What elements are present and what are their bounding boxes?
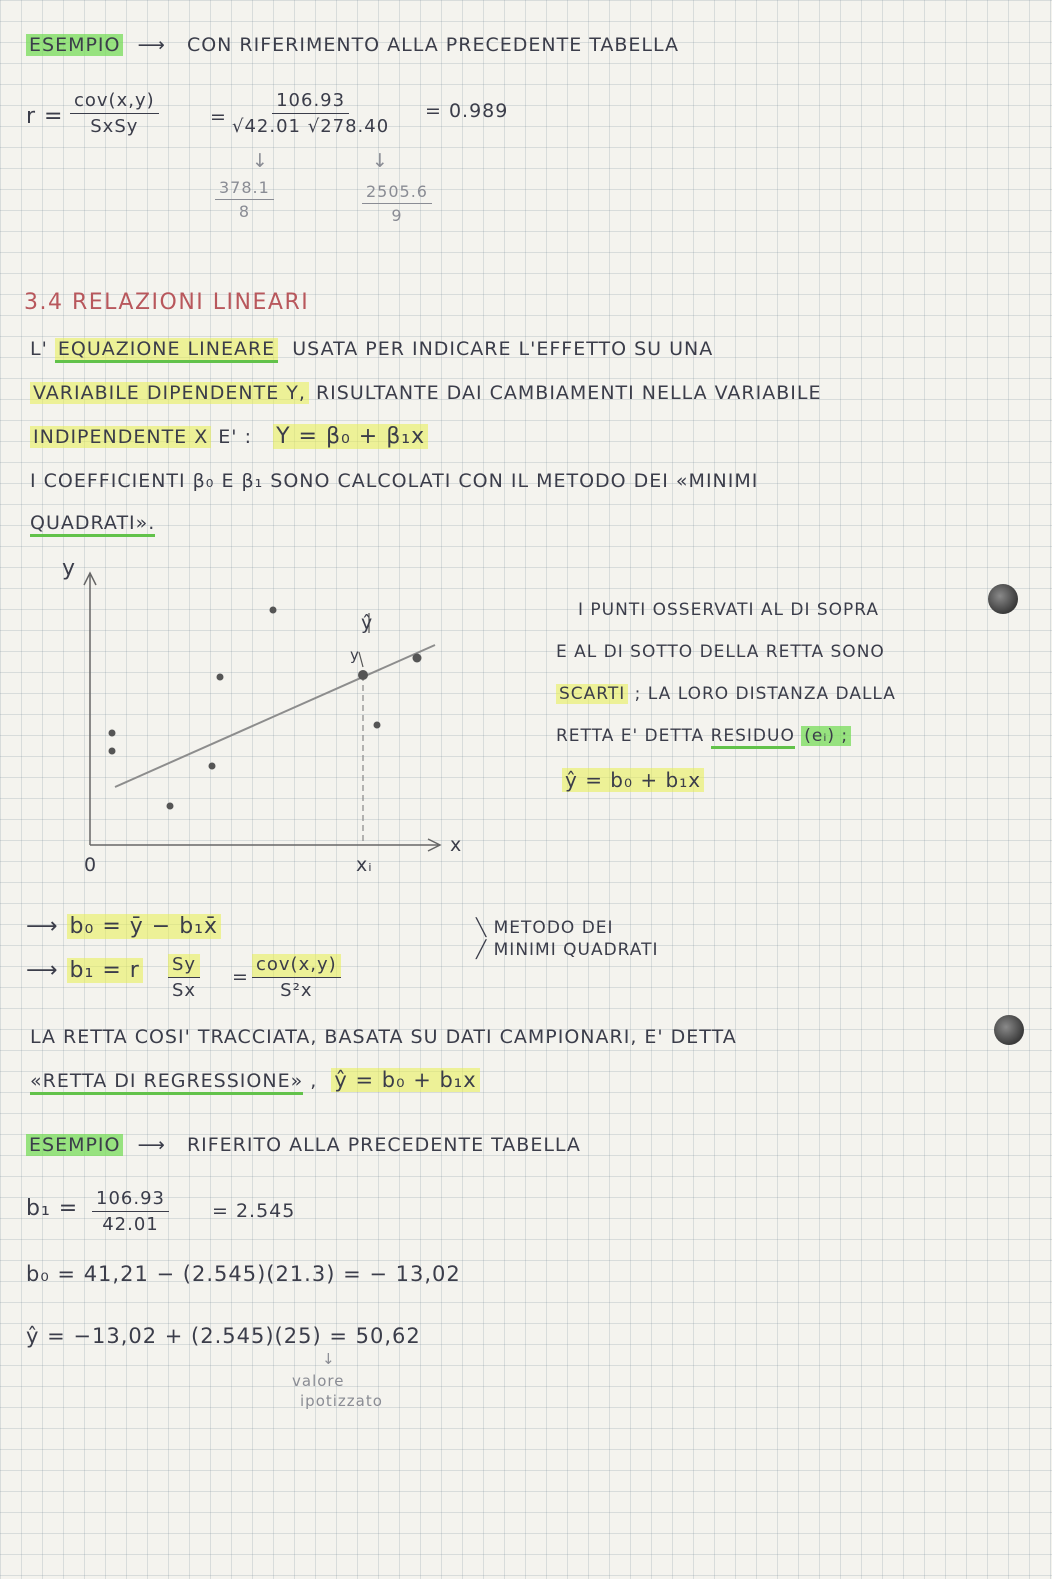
example1-line bbox=[26, 34, 679, 56]
example2-label: ESEMPIO bbox=[26, 1134, 123, 1156]
independent-variable-term: INDIPENDENTE X bbox=[30, 426, 211, 448]
ex2-b1-fraction bbox=[92, 1188, 169, 1235]
section-line-2 bbox=[30, 382, 821, 404]
linear-equation: Y = β₀ + β₁x bbox=[273, 424, 428, 449]
brace-icon: ╲ bbox=[476, 918, 494, 938]
b1-formula-lhs: b₁ = r bbox=[67, 958, 143, 983]
cov-numerator: cov(x,y) bbox=[70, 90, 159, 114]
ex2-note-1: valore bbox=[292, 1372, 345, 1390]
data-point bbox=[109, 748, 116, 755]
b1-equals: = bbox=[232, 966, 249, 988]
residuo-term: RESIDUO bbox=[711, 726, 795, 749]
equals-sign: = bbox=[210, 106, 227, 128]
graph-x-label: x bbox=[450, 834, 463, 856]
arrow-down-icon-3: ↓ bbox=[322, 1350, 336, 1368]
sy-numerator: Sy bbox=[168, 954, 200, 978]
regression-comma: , bbox=[310, 1070, 318, 1092]
fitted-point bbox=[358, 670, 368, 680]
ex2-b1-result: = 2.545 bbox=[212, 1200, 296, 1222]
scarti-term: SCARTI bbox=[556, 684, 628, 704]
graph-y-label: y bbox=[62, 556, 77, 581]
data-point bbox=[209, 763, 216, 770]
section-heading: 3.4 RELAZIONI LINEARI bbox=[24, 290, 310, 315]
arrow-right-icon: ⟶ bbox=[130, 34, 180, 56]
example2-text: RIFERITO ALLA PRECEDENTE TABELLA bbox=[186, 1134, 581, 1156]
example1-label: ESEMPIO bbox=[26, 34, 123, 56]
regression-line-2 bbox=[30, 1068, 480, 1092]
b0-formula-line bbox=[26, 914, 221, 939]
r-symbol: r = bbox=[26, 104, 64, 129]
ex2-b1-numerator: 106.93 bbox=[92, 1188, 169, 1212]
sx-denominator: Sx bbox=[172, 980, 197, 1001]
sub2-denominator: 9 bbox=[391, 206, 403, 225]
line1-rest: USATA PER INDICARE L'EFFETTO SU UNA bbox=[292, 338, 714, 360]
arrow-right-icon: ⟶ bbox=[26, 914, 59, 939]
variance-denominator: S²x bbox=[280, 980, 313, 1001]
example1-text: CON RIFERIMENTO ALLA PRECEDENTE TABELLA bbox=[186, 34, 680, 56]
arrow-down-icon-2: ↓ bbox=[372, 150, 389, 172]
residual-symbol: (eᵢ) ; bbox=[801, 726, 851, 746]
section-line-4: I COEFFICIENTI β₀ E β₁ SONO CALCOLATI CON IL METODO DEI «MINIMI bbox=[30, 470, 759, 492]
cov-var-fraction bbox=[252, 954, 341, 1001]
graph-yhat-label: ŷ bbox=[361, 612, 374, 634]
regression-line bbox=[115, 645, 435, 787]
data-point bbox=[270, 607, 277, 614]
method-note-text-2: MINIMI QUADRATI bbox=[493, 940, 659, 960]
note-line3-rest: ; LA LORO DISTANZA DALLA bbox=[634, 684, 896, 704]
graph-xi-label: xᵢ bbox=[356, 854, 373, 876]
graph-y-point-label: y bbox=[350, 646, 360, 664]
line3-colon: E' : bbox=[218, 426, 252, 448]
b0-formula: b₀ = ȳ − b₁x̄ bbox=[67, 914, 221, 939]
r-result-value: 0.989 bbox=[448, 100, 509, 122]
ex2-note-2: ipotizzato bbox=[300, 1392, 383, 1410]
section-line-3 bbox=[30, 424, 428, 449]
r-result: = 0.989 bbox=[425, 100, 509, 122]
note-line4-prefix: RETTA E' DETTA bbox=[556, 726, 705, 746]
data-point bbox=[109, 730, 116, 737]
method-note-text-1: METODO DEI bbox=[493, 918, 614, 938]
brace-icon-2: ╱ bbox=[476, 940, 494, 960]
denominator-value: √42.01 √278.40 bbox=[232, 116, 390, 137]
note-line-2: E AL DI SOTTO DELLA RETTA SONO bbox=[556, 642, 885, 662]
method-note-2 bbox=[476, 940, 659, 960]
scatter-graph bbox=[60, 555, 480, 885]
data-point bbox=[217, 674, 224, 681]
note-line-5 bbox=[562, 768, 704, 792]
estimated-line-equation: ŷ = b₀ + b₁x bbox=[562, 768, 704, 792]
numerator-value: 106.93 bbox=[272, 90, 349, 114]
sub-fraction-1 bbox=[215, 178, 274, 221]
example2-line bbox=[26, 1134, 581, 1156]
graph-origin: 0 bbox=[84, 854, 98, 876]
method-note-1 bbox=[476, 918, 614, 938]
binder-hole-bottom bbox=[994, 1015, 1024, 1045]
data-point bbox=[413, 654, 422, 663]
ex2-b0: b₀ = 41,21 − (2.545)(21.3) = − 13,02 bbox=[26, 1262, 461, 1286]
ex2-b1-denominator: 42.01 bbox=[102, 1214, 159, 1235]
arrow-right-icon: ⟶ bbox=[130, 1134, 180, 1156]
data-point bbox=[167, 803, 174, 810]
sxsy-denominator: SxSy bbox=[90, 116, 139, 137]
sy-sx-fraction bbox=[168, 954, 200, 1001]
binder-hole-top bbox=[988, 584, 1018, 614]
ex2-yhat: ŷ = −13,02 + (2.545)(25) = 50,62 bbox=[26, 1324, 421, 1348]
least-squares-term: QUADRATI». bbox=[30, 512, 155, 537]
sub1-numerator: 378.1 bbox=[215, 178, 274, 200]
b1-formula-line bbox=[26, 958, 143, 983]
line1-prefix: L' bbox=[30, 338, 48, 360]
dependent-variable-term: VARIABILE DIPENDENTE Y, bbox=[30, 382, 309, 404]
note-line-3 bbox=[556, 684, 896, 704]
note-line-4 bbox=[556, 726, 851, 746]
r-formula-fraction bbox=[70, 90, 159, 137]
sub1-denominator: 8 bbox=[238, 202, 250, 221]
arrow-right-icon: ⟶ bbox=[26, 958, 59, 983]
section-line-1 bbox=[30, 338, 713, 360]
note-line-1: I PUNTI OSSERVATI AL DI SOPRA bbox=[578, 600, 880, 620]
regression-line-1: LA RETTA COSI' TRACCIATA, BASATA SU DATI CAMPIONARI, E' DETTA bbox=[30, 1026, 737, 1048]
ex2-b1-lhs: b₁ = bbox=[26, 1196, 79, 1221]
linear-equation-term: EQUAZIONE LINEARE bbox=[55, 338, 278, 363]
regression-equation: ŷ = b₀ + b₁x bbox=[331, 1068, 479, 1092]
line2-rest: RISULTANTE DAI CAMBIAMENTI NELLA VARIABILE bbox=[315, 382, 822, 404]
sub-fraction-2 bbox=[362, 182, 432, 225]
regression-line-term: «RETTA DI REGRESSIONE» bbox=[30, 1070, 303, 1095]
data-point bbox=[374, 722, 381, 729]
arrow-down-icon: ↓ bbox=[252, 150, 269, 172]
cov-numerator-2: cov(x,y) bbox=[252, 954, 341, 978]
sub2-numerator: 2505.6 bbox=[362, 182, 432, 204]
r-value-fraction bbox=[232, 90, 389, 137]
section-line-5 bbox=[30, 512, 155, 534]
